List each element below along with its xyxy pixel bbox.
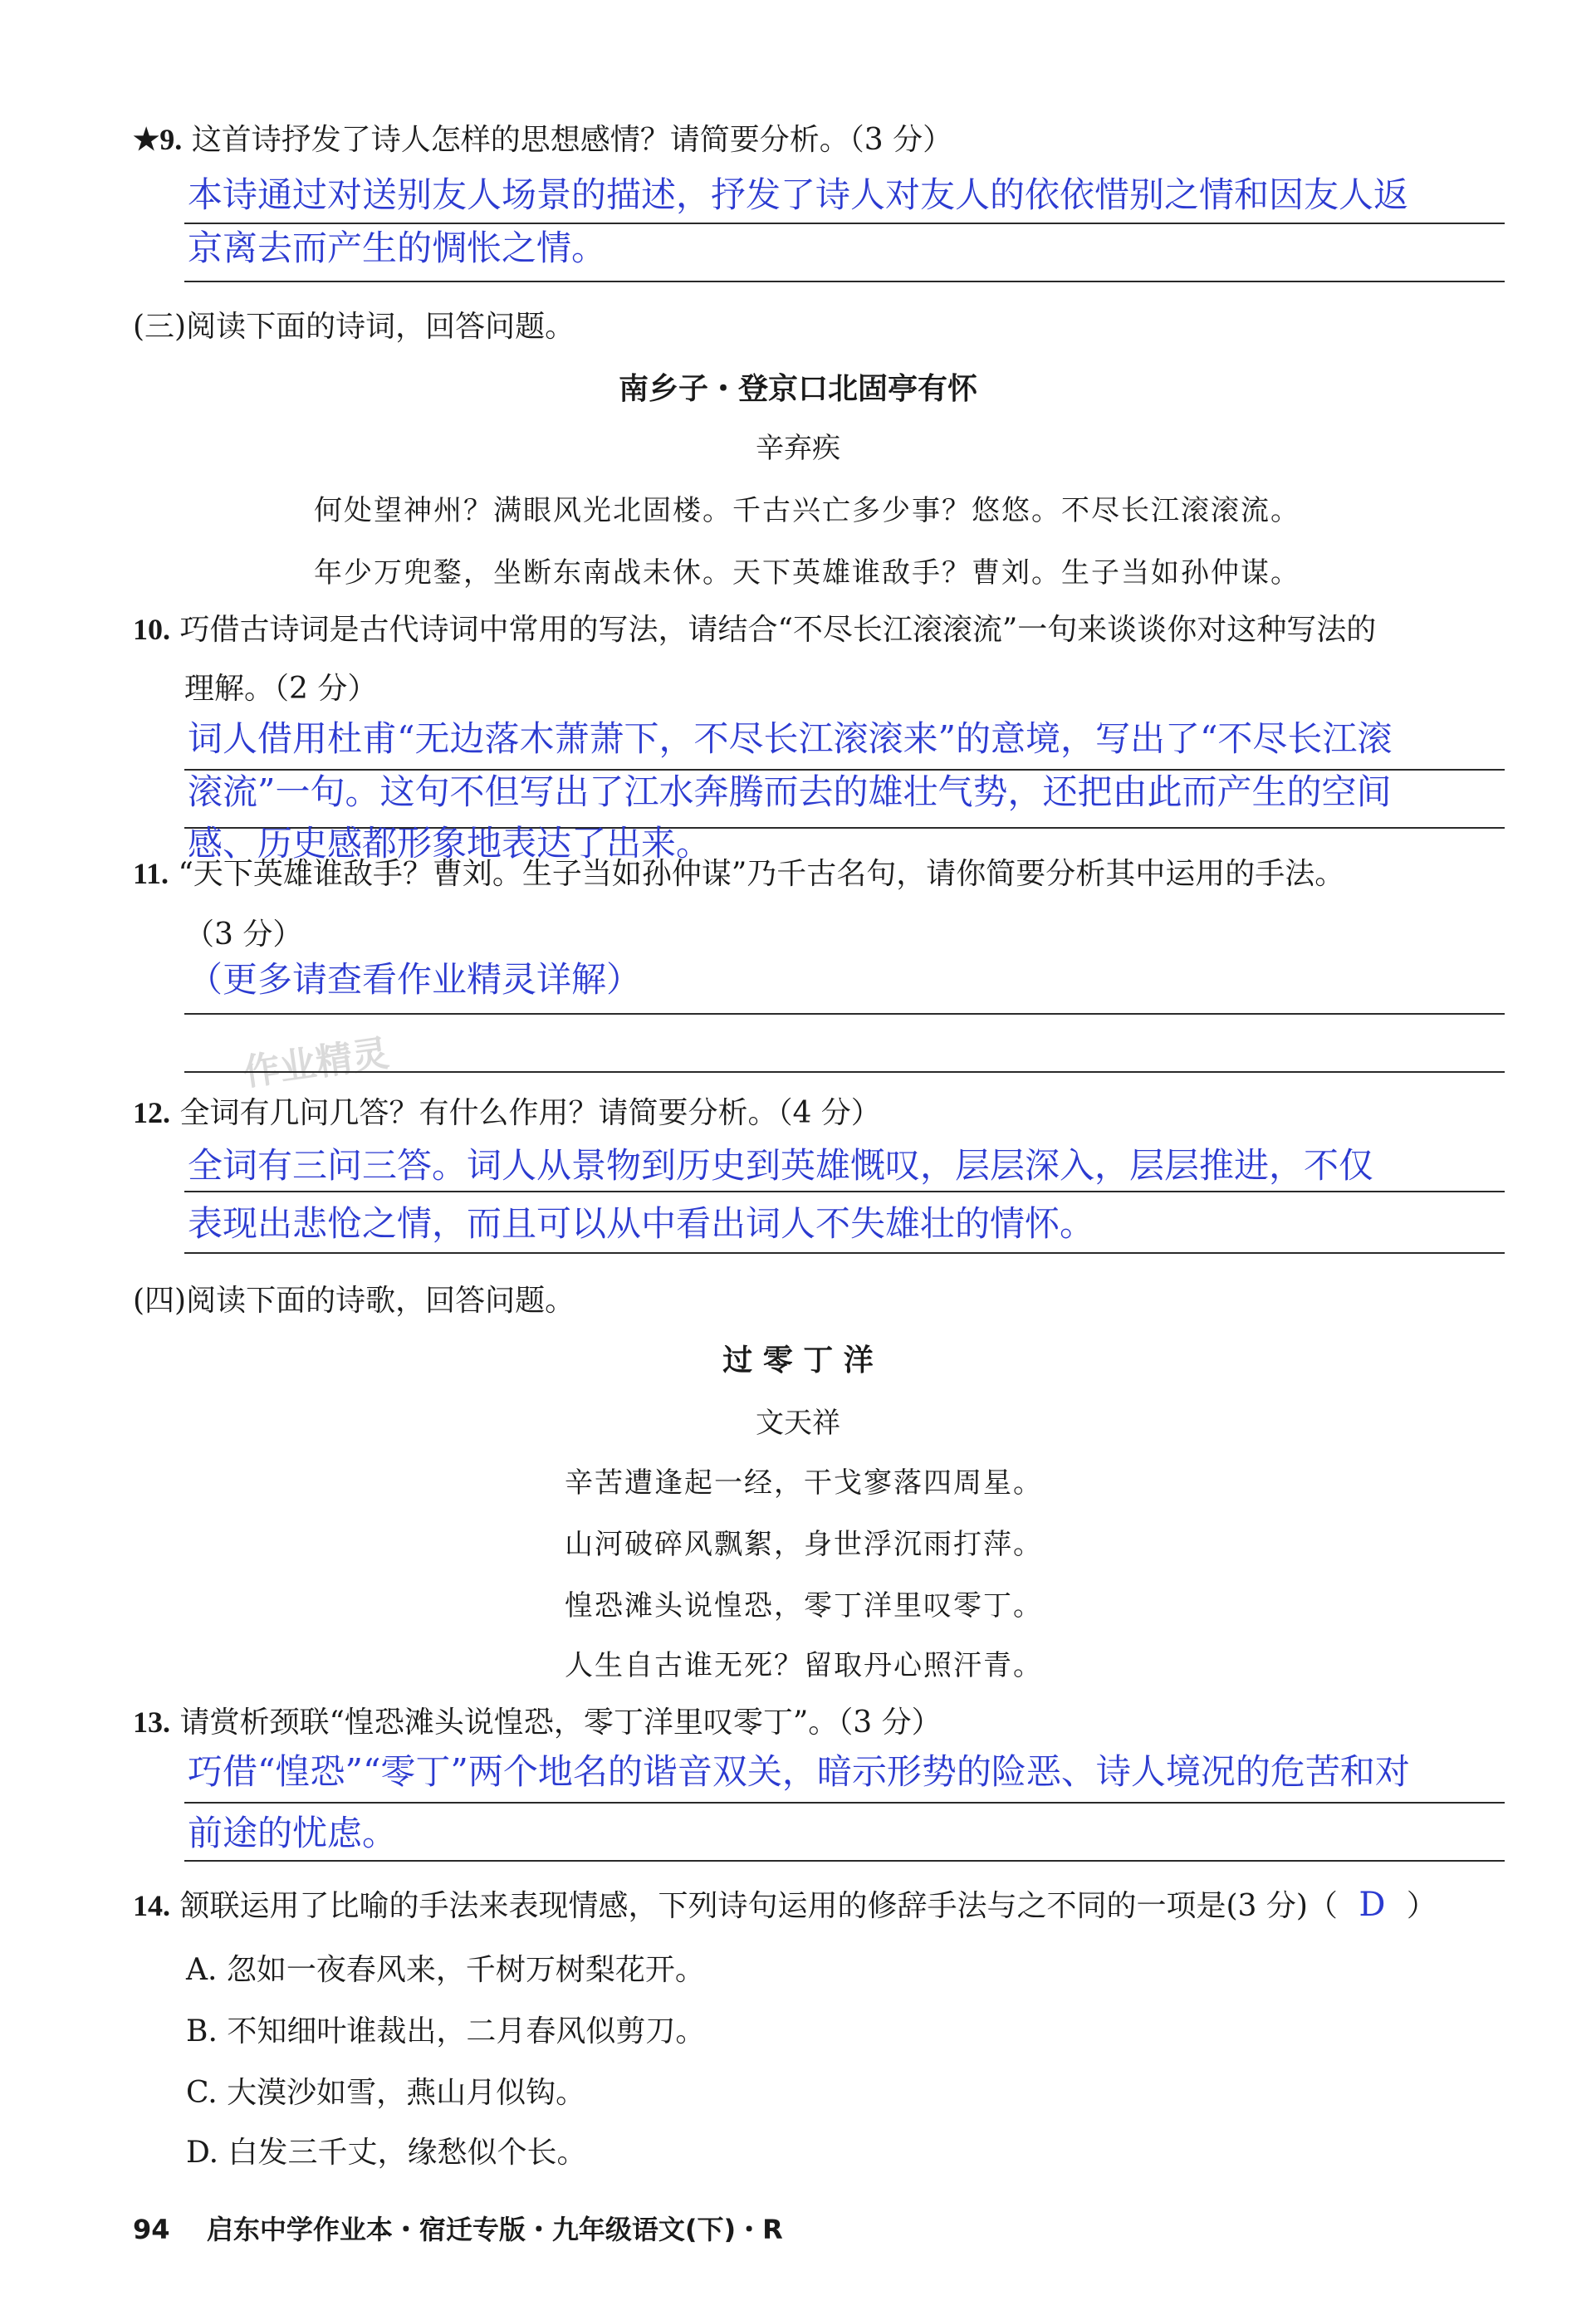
answer-rule xyxy=(184,281,1505,282)
q14-number: 14. xyxy=(133,1889,170,1922)
q13-number: 13. xyxy=(133,1706,170,1739)
q13-answer-line-1: 巧借“惶恐”“零丁”两个地名的谐音双关，暗示形势的险恶、诗人境况的危苦和对 xyxy=(188,1751,1410,1792)
page-footer xyxy=(133,2209,783,2247)
q12-number: 12. xyxy=(133,1096,170,1129)
poem-line: 何处望神州？满眼风光北固楼。千古兴亡多少事？悠悠。不尽长江滚滚流。 xyxy=(314,494,1300,527)
q10-text-1: 巧借古诗词是古代诗词中常用的写法，请结合“不尽长江滚滚流”一句来谈谈你对这种写法的 xyxy=(179,613,1377,647)
q14-option-b: B. 不知细叶谁裁出，二月春风似剪刀。 xyxy=(186,2014,706,2048)
watermark-logo: 作业精灵 xyxy=(240,1031,392,1094)
book-title: 启东中学作业本・宿迁专版・九年级语文(下)・R xyxy=(206,2214,783,2245)
q13-text: 请赏析颈联“惶恐滩头说惶恐，零丁洋里叹零丁”。（3 分） xyxy=(179,1706,942,1740)
q11-prompt xyxy=(133,852,1344,896)
page-number: 94 xyxy=(133,2214,170,2245)
q14-text: 颔联运用了比喻的手法来表现情感，下列诗句运用的修辞手法与之不同的一项是(3 分)（ xyxy=(179,1889,1338,1923)
answer-rule xyxy=(184,1252,1505,1254)
q13-answer-line-2: 前途的忧虑。 xyxy=(188,1813,398,1853)
poem-author-xin: 辛弃疾 xyxy=(756,432,840,465)
q9-answer-line-1: 本诗通过对送别友人场景的描述，抒发了诗人对友人的依依惜别之情和因友人返 xyxy=(188,174,1409,215)
section-4-heading: (四)阅读下面的诗歌，回答问题。 xyxy=(133,1284,575,1318)
q10-text-2: 理解。（2 分） xyxy=(184,672,378,706)
q14-choice-answer: D xyxy=(1359,1886,1386,1924)
q11-score: （3 分） xyxy=(184,918,303,952)
poem-line: 年少万兜鍪，坐断东南战未休。天下英雄谁敌手？曹刘。生子当如孙仲谋。 xyxy=(314,556,1300,590)
poem-title-guolingdingyang: 过 零 丁 洋 xyxy=(722,1344,874,1378)
q14-option-c: C. 大漠沙如雪，燕山月似钩。 xyxy=(186,2076,586,2110)
answer-rule xyxy=(184,1860,1505,1862)
poem-title-nanxiangzi: 南乡子・登京口北固亭有怀 xyxy=(618,372,977,406)
q13-prompt xyxy=(133,1701,942,1745)
q11-number: 11. xyxy=(133,857,169,890)
answer-rule xyxy=(184,223,1505,224)
poem-line: 山河破碎风飘絮，身世浮沉雨打萍。 xyxy=(565,1528,1043,1561)
q10-prompt xyxy=(133,608,1376,652)
q10-answer-line-2: 滚流”一句。这句不但写出了江水奔腾而去的雄壮气势，还把由此而产生的空间 xyxy=(188,771,1392,812)
answer-rule xyxy=(184,1802,1505,1804)
poem-line: 惶恐滩头说惶恐，零丁洋里叹零丁。 xyxy=(565,1589,1043,1623)
poem-line: 辛苦遭逢起一经，干戈寥落四周星。 xyxy=(565,1466,1043,1500)
q12-answer-line-2: 表现出悲怆之情，而且可以从中看出词人不失雄壮的情怀。 xyxy=(188,1203,1095,1244)
q14-option-a: A. 忽如一夜春风来，千树万树梨花开。 xyxy=(186,1953,705,1987)
q9-answer-line-2: 京离去而产生的惆怅之情。 xyxy=(188,228,607,268)
q9-number: 9. xyxy=(159,123,183,156)
q12-answer-line-1: 全词有三问三答。词人从景物到历史到英雄慨叹，层层深入，层层推进，不仅 xyxy=(188,1145,1374,1186)
answer-rule xyxy=(184,1191,1505,1192)
q12-prompt xyxy=(133,1091,881,1135)
q14-prompt xyxy=(133,1883,1437,1928)
q9-text: 这首诗抒发了诗人怎样的思想感情？请简要分析。（3 分） xyxy=(191,123,953,157)
q9-star: ★ xyxy=(133,123,160,156)
q11-text: “天下英雄谁敌手？曹刘。生子当如孙仲谋”乃千古名句，请你简要分析其中运用的手法。 xyxy=(178,857,1345,891)
answer-rule xyxy=(184,1013,1505,1015)
q10-number: 10. xyxy=(133,613,170,646)
q14-close-paren: ） xyxy=(1406,1889,1437,1923)
q11-answer: （更多请查看作业精灵详解） xyxy=(188,959,642,1000)
section-3-heading: (三)阅读下面的诗词，回答问题。 xyxy=(133,310,575,344)
q12-text: 全词有几问几答？有什么作用？请简要分析。（4 分） xyxy=(179,1096,881,1130)
poem-line: 人生自古谁无死？留取丹心照汗青。 xyxy=(565,1649,1043,1682)
q10-answer-line-3: 感、历史感都形象地表达了出来。 xyxy=(188,823,712,864)
q9-prompt xyxy=(133,118,952,162)
q10-answer-line-1: 词人借用杜甫“无边落木萧萧下，不尽长江滚滚来”的意境，写出了“不尽长江滚 xyxy=(188,718,1393,759)
answer-rule xyxy=(184,1071,1505,1073)
poem-author-wen: 文天祥 xyxy=(756,1407,840,1440)
q14-option-d: D. 白发三千丈，缘愁似个长。 xyxy=(186,2136,587,2170)
